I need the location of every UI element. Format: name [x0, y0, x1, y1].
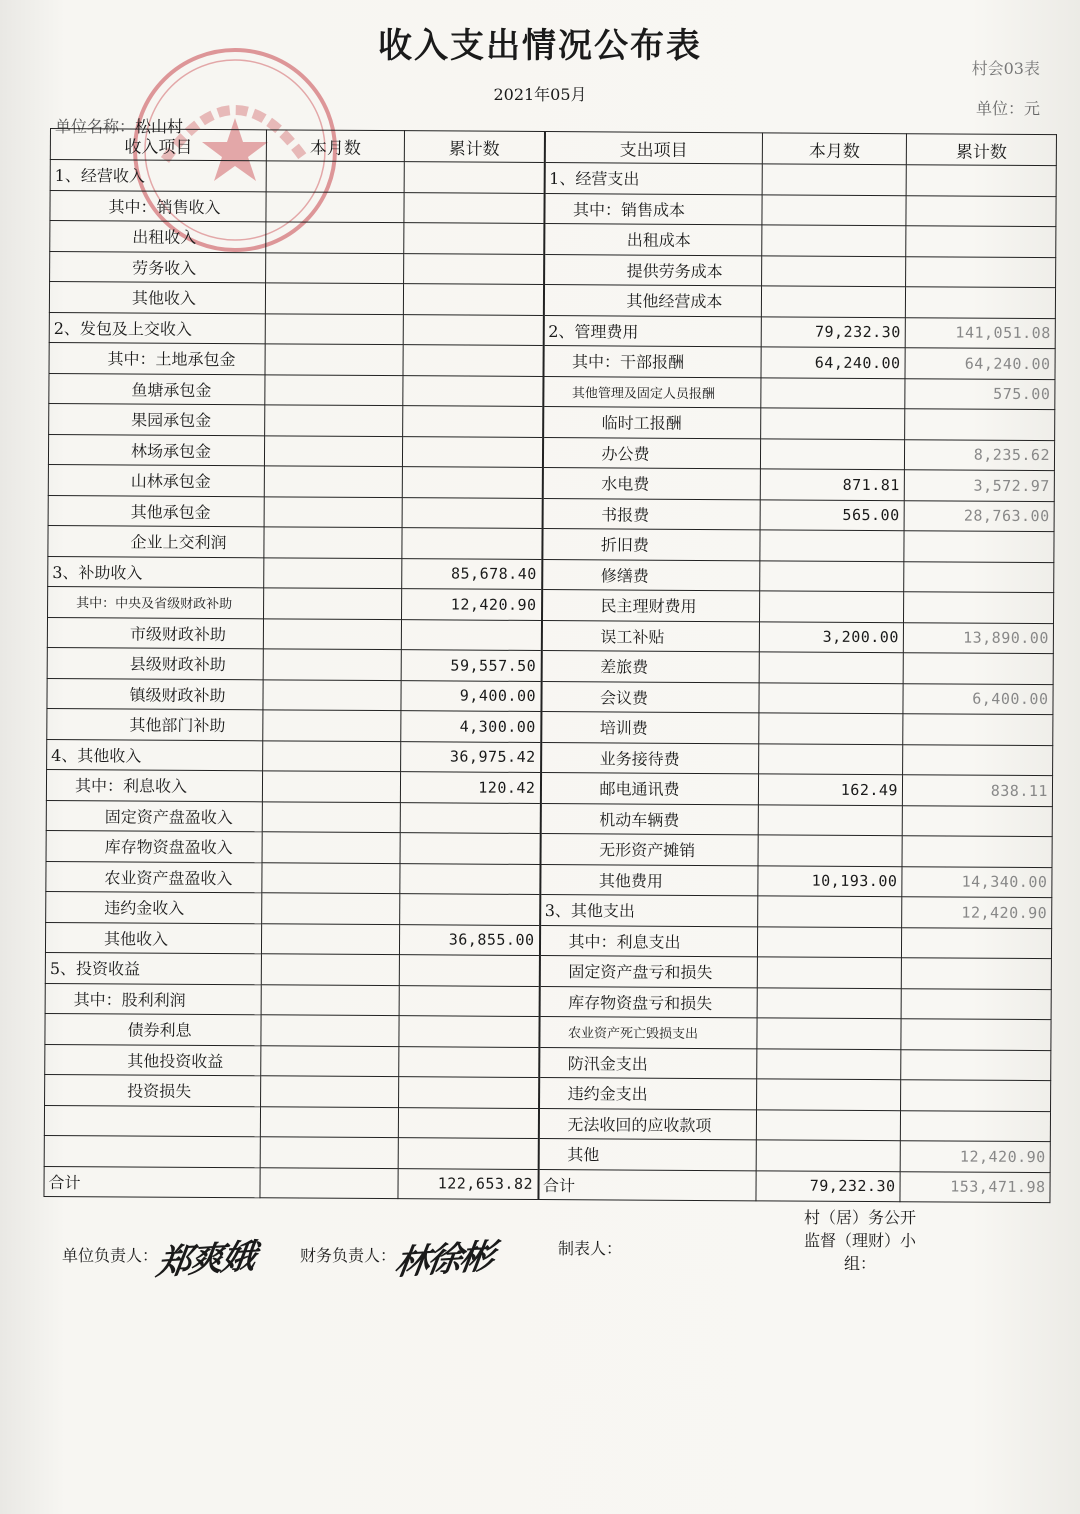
income-month-cell — [266, 252, 404, 283]
expense-month-cell — [759, 713, 903, 744]
income-item-cell: 农业资产盘盈收入 — [46, 861, 262, 893]
expense-month-cell — [762, 164, 906, 195]
expense-month-cell — [762, 255, 906, 286]
expense-total-cell — [900, 1110, 1050, 1141]
income-item-cell — [44, 1135, 260, 1167]
expense-item-cell: 出租成本 — [544, 224, 762, 256]
expense-month-cell — [759, 743, 903, 774]
expense-month-cell — [757, 1079, 901, 1110]
income-item-cell: 果园承包金 — [49, 403, 265, 435]
expense-month-cell: 10,193.00 — [758, 865, 902, 896]
income-month-cell — [262, 832, 400, 863]
expense-item-cell: 水电费 — [542, 468, 760, 500]
expense-month-cell — [757, 926, 901, 957]
currency-unit: 单位：元 — [975, 99, 1040, 118]
income-item-cell: 鱼塘承包金 — [49, 373, 265, 405]
income-month-cell — [262, 862, 400, 893]
income-item-cell: 5、投资收益 — [45, 952, 261, 984]
expense-total-cell — [906, 165, 1056, 196]
expense-item-cell: 其中：利息支出 — [539, 925, 757, 957]
income-item-cell: 4、其他收入 — [47, 739, 263, 771]
expense-total-cell — [903, 744, 1053, 775]
income-total-cell — [399, 1016, 539, 1047]
income-total-cell: 12,420.90 — [402, 589, 542, 620]
income-total-cell — [403, 284, 543, 315]
expense-month-cell — [760, 438, 904, 469]
income-item-cell: 其中：利息收入 — [46, 769, 262, 801]
income-total-cell — [399, 1046, 539, 1077]
expense-month-cell: 79,232.30 — [761, 316, 905, 347]
expense-month-cell: 79,232.30 — [756, 1170, 900, 1201]
col-header-expense-month: 本月数 — [762, 133, 906, 165]
income-month-cell — [261, 984, 399, 1015]
expense-total-cell: 64,240.00 — [905, 348, 1055, 379]
expense-item-cell: 书报费 — [542, 498, 760, 530]
expense-month-cell — [758, 835, 902, 866]
income-month-cell — [263, 618, 401, 649]
income-month-cell — [264, 466, 402, 497]
income-item-cell: 投资损失 — [45, 1074, 261, 1106]
expense-total-cell: 6,400.00 — [903, 683, 1053, 714]
income-month-cell — [266, 222, 404, 253]
expense-item-cell: 其他费用 — [540, 864, 758, 896]
income-item-cell — [44, 1105, 260, 1137]
income-item-cell: 其中：销售收入 — [50, 190, 266, 222]
income-total-cell: 9,400.00 — [401, 680, 541, 711]
income-month-cell — [262, 801, 400, 832]
expense-month-cell — [761, 286, 905, 317]
col-header-expense-item: 支出项目 — [544, 132, 762, 164]
expense-month-cell: 3,200.00 — [759, 621, 903, 652]
expense-total-cell: 12,420.90 — [902, 897, 1052, 928]
income-month-cell — [264, 496, 402, 527]
income-month-cell — [261, 1076, 399, 1107]
expense-month-cell — [760, 560, 904, 591]
expense-item-cell: 修缮费 — [542, 559, 760, 591]
income-month-cell — [263, 710, 401, 741]
expense-month-cell — [761, 408, 905, 439]
expense-total-cell: 141,051.08 — [905, 317, 1055, 348]
expense-total-cell — [903, 592, 1053, 623]
expense-month-cell — [756, 1140, 900, 1171]
expense-month-cell — [757, 1018, 901, 1049]
report-period: 2021年05月 — [493, 85, 587, 104]
expense-item-cell: 2、管理费用 — [543, 315, 761, 347]
col-header-expense-total: 累计数 — [906, 134, 1056, 166]
expense-total-cell — [902, 836, 1052, 867]
income-item-cell: 库存物资盘盈收入 — [46, 830, 262, 862]
expense-month-cell — [757, 1048, 901, 1079]
income-item-cell: 其中：股利利润 — [45, 983, 261, 1015]
expense-total-cell — [901, 988, 1051, 1019]
income-month-cell — [264, 527, 402, 558]
income-item-cell: 其他投资收益 — [45, 1044, 261, 1076]
income-item-cell: 其他部门补助 — [47, 708, 263, 740]
income-total-cell: 122,653.82 — [398, 1168, 538, 1199]
income-expense-table — [43, 128, 1057, 1203]
supervision-group-label: 村（居）务公开监督（理财）小组： — [803, 1208, 916, 1273]
expense-total-cell — [906, 226, 1056, 257]
income-total-cell: 36,975.42 — [401, 741, 541, 772]
expense-item-cell: 合计 — [538, 1169, 756, 1201]
income-item-cell: 固定资产盘盈收入 — [46, 800, 262, 832]
income-item-cell: 镇级财政补助 — [47, 678, 263, 710]
income-month-cell — [265, 344, 403, 375]
income-total-cell: 4,300.00 — [401, 711, 541, 742]
expense-total-cell — [901, 958, 1051, 989]
income-total-cell: 36,855.00 — [399, 924, 539, 955]
expense-total-cell: 838.11 — [902, 775, 1052, 806]
preparer-label: 制表人： — [558, 1239, 623, 1258]
income-total-cell: 120.42 — [400, 772, 540, 803]
expense-total-cell — [905, 287, 1055, 318]
income-total-cell — [399, 1077, 539, 1108]
expense-month-cell — [756, 1109, 900, 1140]
expense-total-cell — [904, 561, 1054, 592]
expense-item-cell: 其他管理及固定人员报酬 — [543, 376, 761, 408]
expense-item-cell: 其中：销售成本 — [544, 193, 762, 225]
income-total-cell — [404, 223, 544, 254]
income-item-cell: 其中：土地承包金 — [49, 342, 265, 374]
unit-head-handwritten-name: 郑爽娥 — [154, 1236, 257, 1284]
expense-month-cell — [759, 591, 903, 622]
finance-head-label: 财务负责人： — [300, 1246, 397, 1265]
income-item-cell: 债券利息 — [45, 1013, 261, 1045]
expense-month-cell: 162.49 — [758, 774, 902, 805]
page-title: 收入支出情况公布表 — [378, 26, 702, 66]
col-header-income-total: 累计数 — [404, 131, 544, 163]
income-total-cell — [403, 375, 543, 406]
income-month-cell — [266, 191, 404, 222]
expense-item-cell: 其他经营成本 — [543, 285, 761, 317]
expense-item-cell: 其中：干部报酬 — [543, 346, 761, 378]
income-month-cell — [265, 405, 403, 436]
expense-item-cell: 无法收回的应收款项 — [538, 1108, 756, 1140]
income-total-cell — [398, 1107, 538, 1138]
income-item-cell: 违约金收入 — [46, 891, 262, 923]
expense-total-cell: 3,572.97 — [904, 470, 1054, 501]
income-item-cell: 其他收入 — [49, 282, 265, 314]
unit-head-signature — [62, 1232, 257, 1284]
income-total-cell — [399, 985, 539, 1016]
expense-month-cell — [759, 652, 903, 683]
income-month-cell — [263, 649, 401, 680]
income-total-cell — [402, 436, 542, 467]
expense-item-cell: 3、其他支出 — [540, 895, 758, 927]
income-total-cell — [400, 833, 540, 864]
income-item-cell: 劳务收入 — [50, 251, 266, 283]
income-month-cell — [263, 679, 401, 710]
expense-month-cell — [761, 377, 905, 408]
expense-item-cell: 防汛金支出 — [539, 1047, 757, 1079]
expense-item-cell: 固定资产盘亏和损失 — [539, 956, 757, 988]
income-month-cell — [265, 283, 403, 314]
income-month-cell — [262, 893, 400, 924]
expense-item-cell: 违约金支出 — [539, 1078, 757, 1110]
expense-month-cell — [760, 530, 904, 561]
expense-total-cell — [904, 531, 1054, 562]
expense-month-cell — [762, 194, 906, 225]
table-row — [44, 1166, 1050, 1203]
expense-month-cell — [758, 896, 902, 927]
expense-total-cell — [905, 409, 1055, 440]
income-total-cell: 59,557.50 — [401, 650, 541, 681]
income-month-cell — [260, 1106, 398, 1137]
form-code: 村会03表 — [971, 59, 1040, 78]
expense-item-cell: 邮电通讯费 — [540, 773, 758, 805]
income-month-cell — [261, 923, 399, 954]
income-total-cell — [404, 162, 544, 193]
income-total-cell — [402, 467, 542, 498]
income-month-cell — [264, 435, 402, 466]
expense-item-cell: 民主理财费用 — [542, 590, 760, 622]
expense-item-cell: 无形资产摊销 — [540, 834, 758, 866]
expense-item-cell: 临时工报酬 — [543, 407, 761, 439]
income-item-cell: 2、发包及上交收入 — [49, 312, 265, 344]
income-total-cell: 85,678.40 — [402, 558, 542, 589]
expense-total-cell: 8,235.62 — [904, 439, 1054, 470]
income-month-cell — [263, 740, 401, 771]
unit-name-value: 松山村 — [135, 117, 184, 136]
income-item-cell: 出租收入 — [50, 221, 266, 253]
income-total-cell — [398, 1138, 538, 1169]
expense-total-cell — [901, 927, 1051, 958]
expense-item-cell: 培训费 — [541, 712, 759, 744]
income-item-cell: 3、补助收入 — [48, 556, 264, 588]
expense-total-cell — [903, 653, 1053, 684]
expense-item-cell: 库存物资盘亏和损失 — [539, 986, 757, 1018]
expense-item-cell: 折旧费 — [542, 529, 760, 561]
expense-month-cell: 871.81 — [760, 469, 904, 500]
expense-total-cell — [901, 1019, 1051, 1050]
expense-item-cell: 提供劳务成本 — [544, 254, 762, 286]
income-total-cell — [403, 406, 543, 437]
income-item-cell: 山林承包金 — [48, 464, 264, 496]
expense-total-cell — [906, 195, 1056, 226]
expense-total-cell — [906, 256, 1056, 287]
finance-head-signature — [300, 1232, 495, 1284]
income-month-cell — [264, 557, 402, 588]
expense-total-cell: 153,471.98 — [900, 1171, 1050, 1202]
expense-month-cell: 64,240.00 — [761, 347, 905, 378]
col-header-income-month: 本月数 — [266, 130, 404, 162]
income-month-cell — [266, 161, 404, 192]
income-item-cell: 其他收入 — [45, 922, 261, 954]
income-total-cell — [402, 497, 542, 528]
unit-name-label: 单位名称： — [55, 117, 136, 136]
income-item-cell: 其他承包金 — [48, 495, 264, 527]
income-item-cell: 合计 — [44, 1166, 260, 1198]
income-month-cell — [260, 1167, 398, 1198]
income-item-cell: 市级财政补助 — [47, 617, 263, 649]
expense-total-cell: 12,420.90 — [900, 1141, 1050, 1172]
expense-month-cell — [759, 682, 903, 713]
income-item-cell: 其中：中央及省级财政补助 — [48, 586, 264, 618]
income-month-cell — [261, 1015, 399, 1046]
expense-month-cell — [762, 225, 906, 256]
unit-head-label: 单位负责人： — [62, 1246, 159, 1265]
income-total-cell — [400, 863, 540, 894]
expense-item-cell: 差旅费 — [541, 651, 759, 683]
income-item-cell: 1、经营收入 — [50, 160, 266, 192]
income-total-cell — [404, 253, 544, 284]
income-total-cell — [399, 955, 539, 986]
expense-month-cell — [757, 957, 901, 988]
income-month-cell — [265, 374, 403, 405]
income-total-cell — [403, 314, 543, 345]
expense-total-cell: 13,890.00 — [903, 622, 1053, 653]
income-total-cell — [404, 192, 544, 223]
income-total-cell — [401, 619, 541, 650]
expense-total-cell — [901, 1080, 1051, 1111]
expense-total-cell: 14,340.00 — [902, 866, 1052, 897]
income-total-cell — [402, 528, 542, 559]
income-month-cell — [261, 1045, 399, 1076]
income-item-cell: 企业上交利润 — [48, 525, 264, 557]
expense-item-cell: 办公费 — [542, 437, 760, 469]
expense-total-cell: 575.00 — [905, 378, 1055, 409]
expense-item-cell: 其他 — [538, 1139, 756, 1171]
expense-total-cell — [903, 714, 1053, 745]
expense-total-cell — [901, 1049, 1051, 1080]
expense-item-cell: 农业资产死亡毁损支出 — [539, 1017, 757, 1049]
expense-item-cell: 业务接待费 — [541, 742, 759, 774]
income-total-cell — [400, 894, 540, 925]
income-item-cell: 县级财政补助 — [47, 647, 263, 679]
finance-head-handwritten-name: 林徐彬 — [392, 1236, 495, 1284]
expense-total-cell: 28,763.00 — [904, 500, 1054, 531]
income-month-cell — [264, 588, 402, 619]
income-month-cell — [262, 771, 400, 802]
income-month-cell — [260, 1137, 398, 1168]
income-total-cell — [400, 802, 540, 833]
expense-total-cell — [902, 805, 1052, 836]
income-total-cell — [403, 345, 543, 376]
expense-item-cell: 会议费 — [541, 681, 759, 713]
income-month-cell — [265, 313, 403, 344]
expense-month-cell: 565.00 — [760, 499, 904, 530]
expense-item-cell: 机动车辆费 — [540, 803, 758, 835]
expense-month-cell — [757, 987, 901, 1018]
expense-item-cell: 1、经营支出 — [544, 163, 762, 195]
income-item-cell: 林场承包金 — [48, 434, 264, 466]
col-header-income-item: 收入项目 — [50, 129, 266, 161]
income-month-cell — [261, 954, 399, 985]
expense-month-cell — [758, 804, 902, 835]
expense-item-cell: 误工补贴 — [541, 620, 759, 652]
